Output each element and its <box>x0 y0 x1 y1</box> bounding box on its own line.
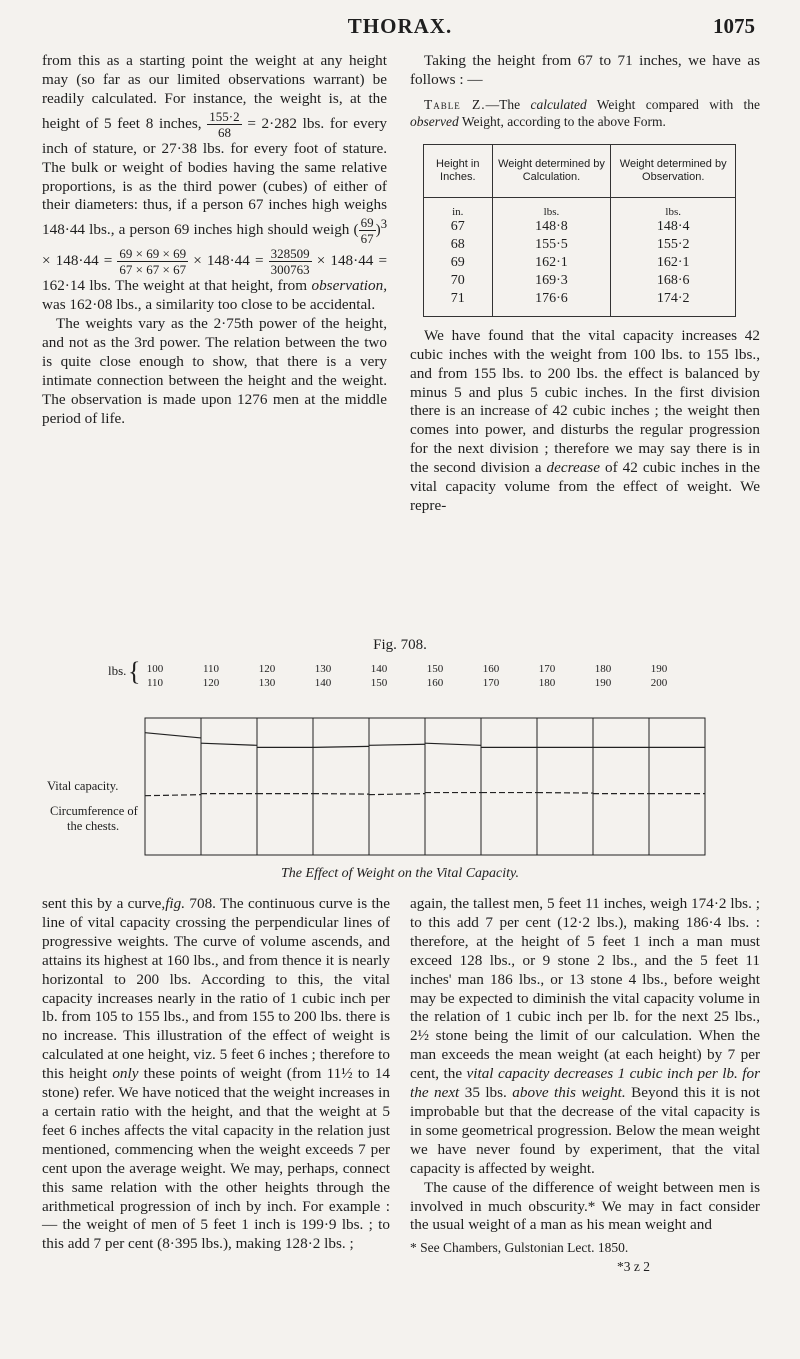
fraction-numerator: 69 <box>360 215 374 231</box>
text-run: Beyond this it is not improbable but that the decrease of the vital capacity is in some geometrical progression. Below the mean weight we have never found by experiment, that the vital capacity is affected by weight. <box>410 1084 760 1177</box>
text-run-italic: observation, <box>311 277 387 295</box>
table-cell: 155·2 <box>611 236 736 254</box>
circumference-label-line1: Circumference of <box>50 804 138 818</box>
paragraph: The cause of the difference of weight between men is involved in much obscurity.* We may in fact consider the usual weight of a man as his mean weight and <box>410 1178 760 1234</box>
text-run: × 148·44 = <box>193 252 264 270</box>
text-run: Weight, according to the above Form. <box>461 113 666 129</box>
tick-label-bottom: 130 <box>258 677 276 689</box>
tick-label-top: 160 <box>482 663 500 675</box>
tick-label-top: 100 <box>146 663 164 675</box>
vital-capacity-segment <box>313 746 369 747</box>
table-caption <box>410 96 760 130</box>
chart-tick-labels <box>147 663 668 689</box>
axis-unit-label: lbs. <box>108 663 127 678</box>
table-header-cell: Weight determined by Calculation. <box>492 144 611 197</box>
right-column-top <box>410 52 760 516</box>
tick-label-top: 120 <box>258 663 276 675</box>
text-run: = 2·282 lbs. for every inch of stature, or 27·38 lbs. for every foot of stature. The bulk or weight of bodies having the same relative proportions, is as the third power (cubes) of either of their diameters: thus, if a person 67 inches high weighs 148·44 lbs., a person 69 inches high should weigh <box>42 114 388 239</box>
text-run-italic: calculated <box>530 96 587 112</box>
table-row <box>424 236 736 254</box>
exponent: 3 <box>380 217 388 232</box>
text-run: × 148·44 = <box>42 252 113 270</box>
circumference-segment <box>145 795 201 796</box>
text-run: from this as a starting point the weight at any height may (so far as our limited observations warrant) be readily calculated. For instance, the weight is, at the height of 5 feet 8 inches, <box>42 52 387 132</box>
vital-capacity-segment <box>369 744 425 745</box>
text-run: Weight compared with the <box>596 96 761 112</box>
text-run-italic: observed <box>410 113 459 129</box>
signature-mark: *3 z 2 <box>617 1259 650 1275</box>
table-row <box>424 218 736 236</box>
tick-label-bottom: 150 <box>370 677 388 689</box>
text-run: —The <box>485 96 521 112</box>
page-title: THORAX. <box>347 14 453 38</box>
text-run-italic: vital capacity decreases 1 cubic inch per lb. for the next <box>410 1065 760 1102</box>
figure-label: Fig. 708. <box>373 637 427 653</box>
tick-label-top: 170 <box>538 663 556 675</box>
tick-label-bottom: 120 <box>202 677 220 689</box>
tick-label-top: 180 <box>594 663 612 675</box>
footnote: * See Chambers, Gulstonian Lect. 1850. <box>410 1240 629 1256</box>
text-run: 708. The continuous curve is the line of vital capacity crossing the perpendicular lines of progressive weights. The curve of volume ascends, and attains its highest at 160 lbs., and from thence it is nearly horizontal to 200 lbs. According to this, the vital capacity increases nearly in the ratio of 1 cubic inch per lb. from 105 to 155 lbs., and from 155 to 200 lbs. there is no increase. This illustration of the effect of weight is calculated at one height, viz. 5 feet 6 inches ; therefore to this height <box>42 895 391 1083</box>
table-cell: 169·3 <box>492 272 611 290</box>
table-cell: lbs. <box>611 197 736 218</box>
text-run: We have found that the vital capacity increases 42 cubic inches with the weight from 100 lbs. to 155 lbs., and from 155 lbs. to 200 lbs. the effect is balanced by minus 5 and plus 5 cubic inches. In the first division there is an increase of 42 cubic inches ; the weight then comes into power, and disturbs the regular progression for the next division ; therefore we may say there is in the second division a <box>410 326 760 477</box>
table-header-cell: Height in Inches. <box>424 144 493 197</box>
circumference-segment <box>313 794 369 795</box>
vital-capacity-segment <box>201 743 257 745</box>
text-run: 35 lbs. <box>464 1084 507 1102</box>
tick-label-bottom: 190 <box>594 677 612 689</box>
text-run: these points of weight (from 11½ to 14 stone) refer. We have noticed that the weight increases in a certain ratio with the height, and that the weight at 5 feet 6 inches affects the vital capacity in the relation just mentioned, commencing when the weight exceeds 7 per cent upon the average weight. We may, perhaps, connect this same relation with the other heights through the arithmetical progression of inch by inch. For example : — the weight of men of 5 feet 1 inch is 199·9 lbs. ; to this add 7 per cent (8·395 lbs.), making 128·2 lbs. ; <box>42 1065 391 1253</box>
table-cell: in. <box>424 197 493 218</box>
circumference-segment <box>369 794 425 795</box>
text-run: of 42 cubic inches in the vital capacity volume from the effect of weight. We repre- <box>410 459 761 514</box>
vital-capacity-label: Vital capacity. <box>47 779 119 793</box>
left-column-bottom <box>42 895 390 1254</box>
tick-label-top: 190 <box>650 663 668 675</box>
fraction <box>117 246 188 277</box>
fraction-denominator: 67 × 67 × 67 <box>119 262 187 278</box>
text-run: was 162·08 lbs., a similarity too close to be accidental. <box>42 296 376 314</box>
text-run: again, the tallest men, 5 feet 11 inches, weigh 174·2 lbs. ; to this add 7 per cent (12·2 lbs.), making 186·4 lbs. : therefore, at the height of 5 feet 1 inch a man must exceed 128 lbs., or 9 stone 2 lbs., and the 5 feet 11 inches' man 186 lbs., or 13 stone 4 lbs., before weight may be expected to diminish the vital capacity volume in the relation of 1 cubic inch per lb. for the next 25 lbs., 2½ stone being the limit of our calculation. When the man exceeds the mean weight (at each height) by 7 per cent, the <box>410 895 760 1083</box>
fraction <box>207 109 241 140</box>
table-cell: 162·1 <box>492 254 611 272</box>
paragraph <box>42 895 390 1254</box>
running-head <box>0 14 800 44</box>
table-row <box>424 254 736 272</box>
paragraph <box>410 895 760 1179</box>
fraction-denominator: 68 <box>217 124 231 140</box>
table-cell: 176·6 <box>492 290 611 317</box>
table-row <box>424 272 736 290</box>
tick-label-top: 130 <box>314 663 332 675</box>
table-label: Table Z. <box>424 96 486 112</box>
text-run-italic: decrease <box>546 459 600 477</box>
paragraph: Taking the height from 67 to 71 inches, we have as follows : — <box>410 52 760 88</box>
table-cell: 162·1 <box>611 254 736 272</box>
chart-grid <box>145 718 705 855</box>
paragraph: The weights vary as the 2·75th power of the height, and not as the 3rd power. The relation between the two is quite close enough to show, that there is a very intimate connection between the height and the weight. The observation is made upon 1276 men at the middle period of life. <box>42 315 387 427</box>
paragraph: from this as a starting point the weight at any height may (so far as our limited observations warrant) be readily calculated. For instance, the weight is, at the height of 5 feet 8 inches, $\frac{155\cdot 2}{68}$ = 2·282 lbs. for every inch of stature, or 27·38 lbs. for every foot of stature. The bulk or weight of bodies having the same relative proportions, is as the third power (cubes) of either of their diameters: thus, if a person 67 inches high weighs 148·44 lbs., a person 69 inches high should weigh ( $\frac{69}{67}$ )$^3$ × 148·44 = $\frac{69 \times 69 \times 69}{67 \times 67 \times 67}$ × 148·44 = $\frac{328509}{300763}$ × 148·44 = 162·14 lbs. The weight at that height, from observation, was 162·08 lbs., a similarity too close to be accidental. <box>42 52 388 314</box>
text-run-italic: above this weight. <box>512 1084 626 1102</box>
table-cell: 148·8 <box>492 218 611 236</box>
table-cell: 168·6 <box>611 272 736 290</box>
table-cell: 67 <box>424 218 493 236</box>
table-cell: 148·4 <box>611 218 736 236</box>
table-header-cell: Weight determined by Observation. <box>611 144 736 197</box>
figure-caption: The Effect of Weight on the Vital Capacity. <box>281 866 519 881</box>
fraction-denominator: 67 <box>360 231 374 247</box>
tick-label-bottom: 200 <box>650 677 668 689</box>
fraction <box>359 215 376 246</box>
table-cell: 71 <box>424 290 493 317</box>
table-cell: 155·5 <box>492 236 611 254</box>
tick-label-bottom: 160 <box>426 677 444 689</box>
page-number: 1075 <box>713 14 755 38</box>
fraction-numerator: 69 × 69 × 69 <box>119 246 187 262</box>
tick-label-bottom: 170 <box>482 677 500 689</box>
weight-table <box>423 144 736 317</box>
tick-label-top: 150 <box>426 663 444 675</box>
text-run-italic: fig. <box>165 895 186 912</box>
circumference-segment <box>537 793 593 794</box>
table-cell: 69 <box>424 254 493 272</box>
table-cell: 174·2 <box>611 290 736 317</box>
table-header-row <box>424 144 736 197</box>
vital-capacity-segment <box>425 743 481 745</box>
vital-capacity-chart <box>0 655 800 865</box>
table-units-row <box>424 197 736 218</box>
fraction-numerator: 155·2 <box>209 108 240 124</box>
paragraph <box>410 327 760 516</box>
text-run: sent this by a curve, <box>42 895 166 912</box>
tick-label-top: 140 <box>370 663 388 675</box>
text-run: × 148·44 = 162·14 lbs. The weight at that height, from <box>42 252 388 295</box>
table-row <box>424 290 736 317</box>
table-cell: 70 <box>424 272 493 290</box>
fraction <box>269 246 312 277</box>
tick-label-bottom: 180 <box>538 677 556 689</box>
table-cell: lbs. <box>492 197 611 218</box>
tick-label-top: 110 <box>202 663 220 675</box>
text-run-italic: only <box>112 1065 139 1083</box>
right-column-bottom <box>410 895 760 1277</box>
table-cell: 68 <box>424 236 493 254</box>
circumference-label-line2: the chests. <box>67 819 120 833</box>
vital-capacity-segment <box>145 733 201 738</box>
left-column-top <box>42 52 387 429</box>
brace-glyph: { <box>128 657 141 686</box>
tick-label-bottom: 110 <box>146 677 164 689</box>
fraction-numerator: 328509 <box>270 246 310 262</box>
tick-label-bottom: 140 <box>314 677 332 689</box>
fraction-denominator: 300763 <box>270 262 310 278</box>
